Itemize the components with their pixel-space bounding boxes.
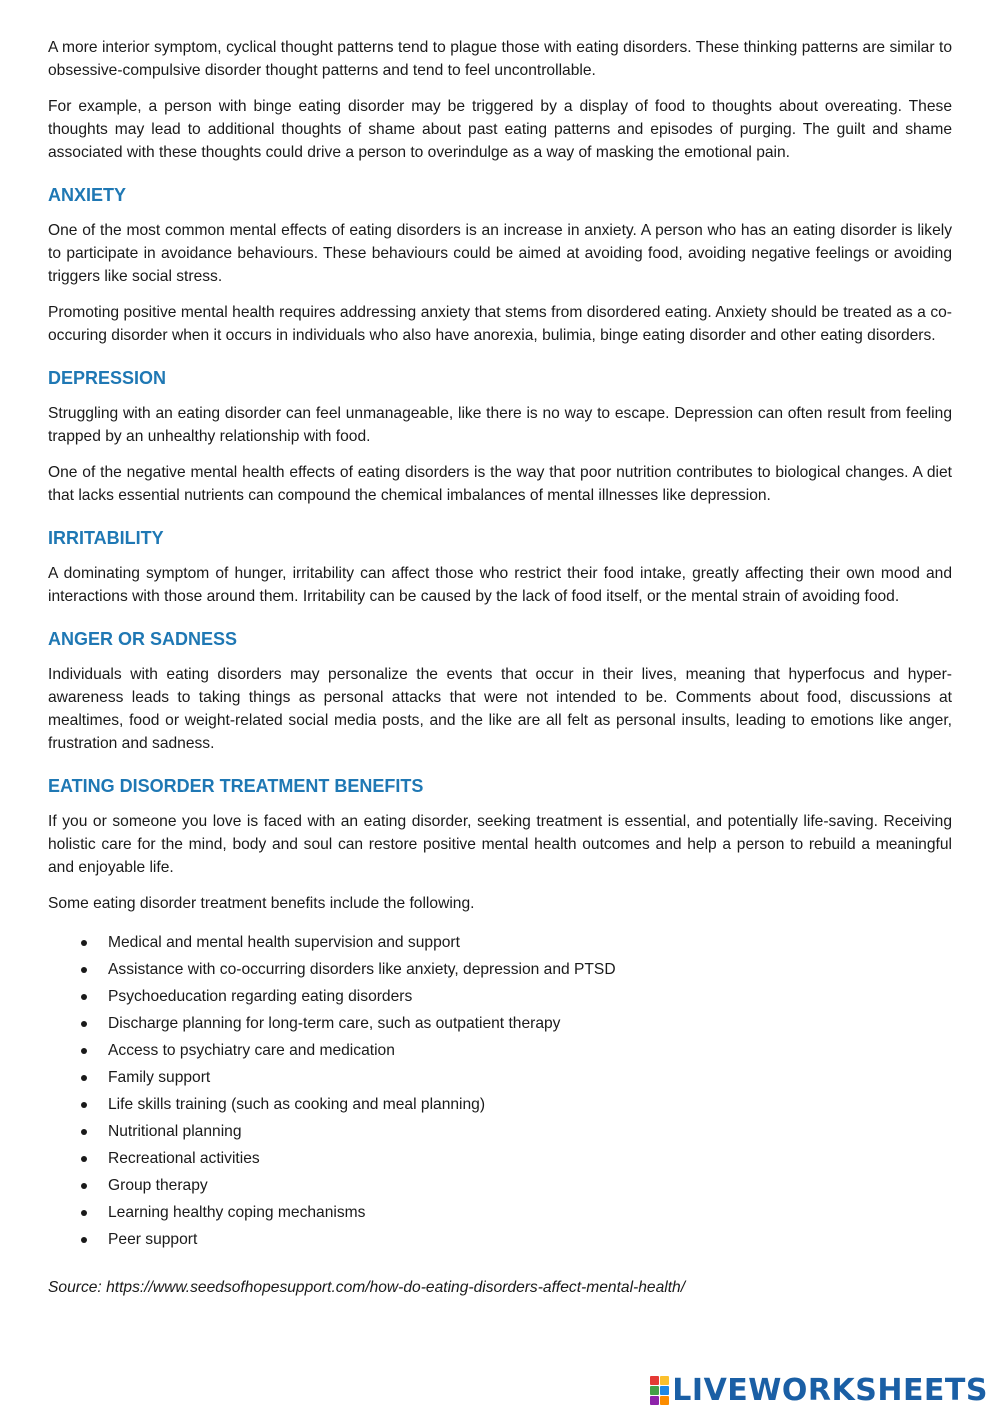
list-item: Medical and mental health supervision and support (48, 929, 952, 956)
anger-paragraph: Individuals with eating disorders may personalize the events that occur in their lives, meaning that hyperfocus and hyper-awareness leads to taking things as personal attacks that were not intended to be. Comments about food, discussions at mealtimes, food or weight-related social media posts, and the like are all felt as personal insults, leading to emotions like anger, frustration and sadness. (48, 666, 952, 752)
list-item: Family support (48, 1064, 952, 1091)
treatment-paragraph-2: Some eating disorder treatment benefits include the following. (48, 895, 475, 912)
list-item: Psychoeducation regarding eating disorders (48, 983, 952, 1010)
heading-depression: DEPRESSION (48, 368, 167, 388)
worksheet-page (48, 36, 952, 1299)
logo-mark-icon (650, 1376, 669, 1405)
intro-paragraph-1: A more interior symptom, cyclical thought patterns tend to plague those with eating disorders. These thinking patterns are similar to obsessive-compulsive disorder thought patterns and tend to feel uncontrollable. (48, 39, 952, 79)
source-citation: Source: https://www.seedsofhopesupport.com/how-do-eating-disorders-affect-mental-health/ (48, 1279, 686, 1296)
intro-paragraph-2: For example, a person with binge eating disorder may be triggered by a display of food to thoughts about overeating. These thoughts may lead to additional thoughts of shame about past eating patterns and episodes of purging. The guilt and shame associated with these thoughts could drive a person to overindulge as a way of masking the emotional pain. (48, 98, 952, 161)
logo-text: LIVEWORKSHEETS (672, 1373, 988, 1408)
list-item: Nutritional planning (48, 1118, 952, 1145)
list-item: Peer support (48, 1226, 952, 1253)
treatment-paragraph-1: If you or someone you love is faced with an eating disorder, seeking treatment is essential, and potentially life-saving. Receiving holistic care for the mind, body and soul can restore positive mental health outcomes and help a person to rebuild a meaningful and enjoyable life. (48, 813, 952, 876)
depression-paragraph-2: One of the negative mental health effects of eating disorders is the way that poor nutrition contributes to biological changes. A diet that lacks essential nutrients can compound the chemical imbalances of mental illnesses like depression. (48, 464, 952, 504)
anxiety-paragraph-1: One of the most common mental effects of eating disorders is an increase in anxiety. A person who has an eating disorder is likely to participate in avoidance behaviours. These behaviours could be aimed at avoiding food, avoiding negative feelings or avoiding triggers like social stress. (48, 222, 952, 285)
anxiety-paragraph-2: Promoting positive mental health requires addressing anxiety that stems from disordered eating. Anxiety should be treated as a co-occuring disorder when it occurs in individuals who also have anorexia, bulimia, binge eating disorder and other eating disorders. (48, 304, 952, 344)
irritability-paragraph: A dominating symptom of hunger, irritability can affect those who restrict their food intake, greatly affecting their own mood and interactions with those around them. Irritability can be caused by the lack of food itself, or the mental strain of avoiding food. (48, 565, 952, 605)
heading-irritability: IRRITABILITY (48, 528, 164, 548)
list-item: Assistance with co-occurring disorders like anxiety, depression and PTSD (48, 956, 952, 983)
liveworksheets-logo[interactable] (650, 1373, 988, 1408)
benefits-list (48, 929, 952, 1253)
heading-anxiety: ANXIETY (48, 185, 127, 205)
list-item: Recreational activities (48, 1145, 952, 1172)
heading-treatment-benefits: EATING DISORDER TREATMENT BENEFITS (48, 776, 424, 796)
list-item: Learning healthy coping mechanisms (48, 1199, 952, 1226)
depression-paragraph-1: Struggling with an eating disorder can feel unmanageable, like there is no way to escape. Depression can often result from feeling trapped by an unhealthy relationship with food. (48, 405, 952, 445)
list-item: Group therapy (48, 1172, 952, 1199)
heading-anger-or-sadness: ANGER OR SADNESS (48, 629, 238, 649)
list-item: Access to psychiatry care and medication (48, 1037, 952, 1064)
list-item: Life skills training (such as cooking and meal planning) (48, 1091, 952, 1118)
list-item: Discharge planning for long-term care, such as outpatient therapy (48, 1010, 952, 1037)
